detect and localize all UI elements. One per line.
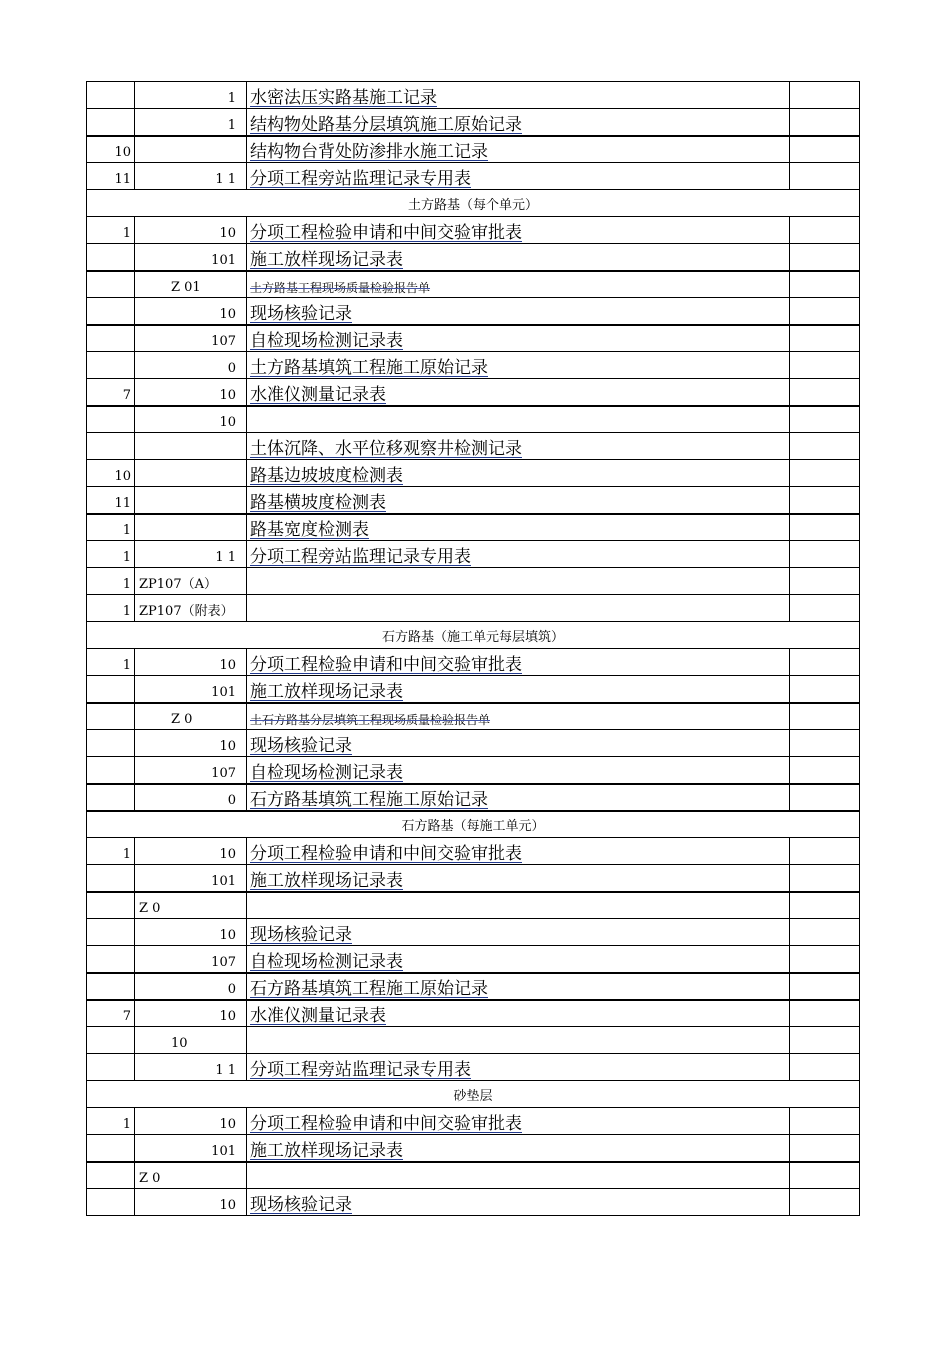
row-number-cell: [87, 919, 135, 946]
form-code-cell: [135, 730, 247, 757]
form-code: 0: [227, 361, 236, 376]
remarks-cell: [790, 487, 860, 514]
remarks-cell: [790, 1000, 860, 1027]
form-code: 10: [219, 1009, 236, 1024]
remarks-cell: [790, 1108, 860, 1135]
remarks-cell: [790, 649, 860, 676]
remarks-cell: [790, 352, 860, 379]
row-number-cell: [87, 865, 135, 892]
form-code-cell: [135, 163, 247, 190]
record-name-cell: [247, 1000, 790, 1027]
form-code: 10: [219, 1117, 236, 1132]
table-row: [87, 514, 860, 541]
row-number-cell: [87, 703, 135, 730]
record-name-cell: [247, 730, 790, 757]
form-code: 101: [211, 684, 236, 700]
form-code-cell: [135, 406, 247, 433]
record-name-cell: [247, 433, 790, 460]
row-number-cell: [87, 244, 135, 271]
record-name-link[interactable]: 水密法压实路基施工记录: [250, 88, 437, 108]
remarks-cell: [790, 973, 860, 1000]
record-name-cell: [247, 1135, 790, 1162]
table-row: [87, 460, 860, 487]
form-code-cell: [135, 838, 247, 865]
table-row: [87, 1189, 860, 1216]
record-name-link[interactable]: 结构物台背处防渗排水施工记录: [250, 142, 488, 162]
form-code-cell: [135, 892, 247, 919]
table-row: [87, 109, 860, 136]
form-code-cell: [135, 865, 247, 892]
record-name-cell: [247, 676, 790, 703]
record-name-cell: [247, 163, 790, 190]
form-code: 10: [219, 415, 236, 430]
record-name-link[interactable]: 土方路基工程现场质量检验报告单: [250, 281, 431, 295]
row-number-cell: [87, 784, 135, 811]
form-code-cell: [135, 784, 247, 811]
record-name-cell: [247, 946, 790, 973]
remarks-cell: [790, 865, 860, 892]
row-number-cell: [87, 271, 135, 298]
form-code-cell: [135, 703, 247, 730]
table-row: [87, 271, 860, 298]
record-name-link[interactable]: 土方路基填筑工程施工原始记录: [250, 358, 488, 378]
section-header-row: [87, 1081, 860, 1108]
remarks-cell: [790, 514, 860, 541]
table-row: [87, 487, 860, 514]
record-name-cell: [247, 1054, 790, 1081]
remarks-cell: [790, 271, 860, 298]
form-code-cell: [135, 1027, 247, 1054]
form-code-cell: [135, 379, 247, 406]
row-number-cell: [87, 109, 135, 136]
table-row: [87, 1054, 860, 1081]
record-name-link[interactable]: 自检现场检测记录表: [250, 951, 403, 972]
record-name-link[interactable]: 施工放样现场记录表: [250, 249, 403, 270]
form-code: 10: [219, 306, 236, 322]
form-code: 10: [219, 1198, 236, 1213]
row-number-cell: [87, 352, 135, 379]
remarks-cell: [790, 703, 860, 730]
remarks-cell: [790, 1189, 860, 1216]
remarks-cell: [790, 244, 860, 271]
form-code: Z 0: [139, 901, 161, 916]
table-row: [87, 82, 860, 109]
form-code: Z 01: [171, 280, 201, 295]
record-name-cell: [247, 649, 790, 676]
remarks-cell: [790, 784, 860, 811]
remarks-cell: [790, 595, 860, 622]
table-row: [87, 784, 860, 811]
record-name-cell: [247, 460, 790, 487]
record-name-cell: [247, 271, 790, 298]
table-row: [87, 757, 860, 784]
table-row: [87, 163, 860, 190]
record-name-link[interactable]: 自检现场检测记录表: [250, 762, 403, 783]
section-title: 砂垫层: [87, 1081, 860, 1108]
form-code: 107: [211, 954, 236, 970]
record-name-cell: [247, 757, 790, 784]
row-number-cell: 11: [87, 163, 135, 190]
remarks-cell: [790, 1162, 860, 1189]
table-row: [87, 1000, 860, 1027]
table-row: [87, 946, 860, 973]
record-name-link[interactable]: 分项工程检验申请和中间交验审批表: [250, 844, 522, 864]
form-code: Z 0: [139, 1171, 161, 1186]
form-code: 1 1: [215, 172, 236, 187]
form-code: 107: [211, 334, 236, 349]
table-row: [87, 973, 860, 1000]
record-name-link[interactable]: 现场核验记录: [250, 303, 352, 324]
row-number-cell: [87, 676, 135, 703]
form-code: 1: [227, 91, 236, 106]
record-name-link[interactable]: 分项工程旁站监理记录专用表: [250, 547, 471, 567]
table-row: [87, 838, 860, 865]
remarks-cell: [790, 892, 860, 919]
table-row: [87, 865, 860, 892]
record-name-cell: [247, 919, 790, 946]
record-name-cell: [247, 298, 790, 325]
row-number-cell: 11: [87, 487, 135, 514]
row-number-cell: 1: [87, 838, 135, 865]
remarks-cell: [790, 325, 860, 352]
row-number-cell: 1: [87, 595, 135, 622]
form-code: ZP107（附表）: [139, 604, 234, 619]
record-name-link[interactable]: 自检现场检测记录表: [250, 331, 403, 351]
form-code-cell: [135, 649, 247, 676]
record-name-cell: [247, 82, 790, 109]
record-name-cell: [247, 514, 790, 541]
form-code: ZP107（A）: [139, 577, 217, 592]
table-row: [87, 1162, 860, 1189]
record-name-link[interactable]: 分项工程检验申请和中间交验审批表: [250, 1114, 522, 1134]
form-code-cell: [135, 460, 247, 487]
record-name-cell: [247, 217, 790, 244]
row-number-cell: 1: [87, 217, 135, 244]
row-number-cell: 7: [87, 1000, 135, 1027]
remarks-cell: [790, 1054, 860, 1081]
record-name-link[interactable]: 分项工程旁站监理记录专用表: [250, 1060, 471, 1080]
records-table-body: [87, 82, 860, 1216]
form-code: 10: [219, 928, 236, 943]
form-code-cell: [135, 541, 247, 568]
form-code-cell: [135, 82, 247, 109]
record-name-link[interactable]: 分项工程旁站监理记录专用表: [250, 169, 471, 189]
record-name-link[interactable]: 分项工程检验申请和中间交验审批表: [250, 223, 522, 243]
section-header-row: [87, 190, 860, 217]
section-header-row: [87, 622, 860, 649]
record-name-link[interactable]: 现场核验记录: [250, 736, 352, 756]
form-code: 10: [219, 739, 236, 754]
form-code-cell: [135, 271, 247, 298]
row-number-cell: 1: [87, 1108, 135, 1135]
record-name-cell: [247, 109, 790, 136]
row-number-cell: 1: [87, 649, 135, 676]
row-number-cell: 10: [87, 460, 135, 487]
form-code: 101: [211, 873, 236, 889]
form-code: 101: [211, 252, 236, 268]
record-name-link[interactable]: 结构物处路基分层填筑施工原始记录: [250, 114, 522, 135]
record-name-cell: [247, 1027, 790, 1054]
remarks-cell: [790, 730, 860, 757]
record-name-cell: [247, 325, 790, 352]
table-row: [87, 352, 860, 379]
form-code-cell: [135, 109, 247, 136]
row-number-cell: [87, 433, 135, 460]
record-name-link[interactable]: 石方路基填筑工程施工原始记录: [250, 789, 488, 810]
record-name-cell: [247, 379, 790, 406]
form-code-cell: [135, 595, 247, 622]
record-name-cell: [247, 973, 790, 1000]
form-code: 1 1: [215, 1063, 236, 1078]
row-number-cell: [87, 82, 135, 109]
form-code-cell: [135, 1135, 247, 1162]
form-code-cell: [135, 298, 247, 325]
form-code-cell: [135, 1054, 247, 1081]
remarks-cell: [790, 541, 860, 568]
form-code: 107: [211, 765, 236, 781]
record-name-link[interactable]: 路基宽度检测表: [250, 520, 369, 540]
row-number-cell: [87, 298, 135, 325]
table-row: [87, 703, 860, 730]
record-name-cell: [247, 838, 790, 865]
form-code-cell: [135, 973, 247, 1000]
remarks-cell: [790, 1027, 860, 1054]
row-number-cell: 1: [87, 541, 135, 568]
remarks-cell: [790, 838, 860, 865]
form-code-cell: [135, 352, 247, 379]
record-name-cell: [247, 784, 790, 811]
form-code-cell: [135, 487, 247, 514]
record-name-link[interactable]: 水准仪测量记录表: [250, 1006, 386, 1026]
record-name-cell: [247, 703, 790, 730]
form-code-cell: [135, 676, 247, 703]
section-header-row: [87, 811, 860, 838]
record-name-cell: [247, 352, 790, 379]
remarks-cell: [790, 298, 860, 325]
form-code: Z 0: [171, 712, 193, 727]
form-code-cell: [135, 1000, 247, 1027]
form-code: 0: [227, 981, 236, 997]
form-code-cell: [135, 757, 247, 784]
remarks-cell: [790, 379, 860, 406]
record-name-cell: [247, 892, 790, 919]
remarks-cell: [790, 163, 860, 190]
row-number-cell: 10: [87, 136, 135, 163]
record-name-link[interactable]: 路基横坡度检测表: [250, 492, 386, 513]
record-name-link[interactable]: 水准仪测量记录表: [250, 384, 386, 405]
table-row: [87, 892, 860, 919]
table-row: [87, 244, 860, 271]
record-name-cell: [247, 244, 790, 271]
remarks-cell: [790, 433, 860, 460]
remarks-cell: [790, 946, 860, 973]
table-row: [87, 649, 860, 676]
table-row: [87, 406, 860, 433]
table-row: [87, 541, 860, 568]
row-number-cell: [87, 730, 135, 757]
form-code-cell: [135, 1162, 247, 1189]
remarks-cell: [790, 1135, 860, 1162]
table-row: [87, 919, 860, 946]
form-code: 1: [227, 117, 236, 133]
form-code-cell: [135, 946, 247, 973]
table-row: [87, 325, 860, 352]
form-code: 10: [219, 226, 236, 241]
section-title: 石方路基（施工单元每层填筑）: [87, 622, 860, 649]
remarks-cell: [790, 406, 860, 433]
form-code-cell: [135, 1189, 247, 1216]
record-name-link[interactable]: 施工放样现场记录表: [250, 870, 403, 891]
row-number-cell: 7: [87, 379, 135, 406]
remarks-cell: [790, 217, 860, 244]
record-name-link[interactable]: 石方路基填筑工程施工原始记录: [250, 978, 488, 999]
section-title: 石方路基（每施工单元）: [87, 811, 860, 838]
record-name-link[interactable]: 路基边坡坡度检测表: [250, 466, 403, 486]
form-code-cell: [135, 325, 247, 352]
form-code: 0: [227, 792, 236, 808]
row-number-cell: [87, 757, 135, 784]
remarks-cell: [790, 109, 860, 136]
form-code: 10: [219, 658, 236, 673]
remarks-cell: [790, 757, 860, 784]
record-name-cell: [247, 541, 790, 568]
record-name-link[interactable]: 土石方路基分层填筑工程现场质量检验报告单: [250, 713, 491, 727]
row-number-cell: [87, 325, 135, 352]
form-code-cell: [135, 1108, 247, 1135]
row-number-cell: [87, 1054, 135, 1081]
table-row: [87, 568, 860, 595]
records-table: [86, 81, 860, 1216]
form-code-cell: [135, 136, 247, 163]
row-number-cell: 1: [87, 514, 135, 541]
form-code: 101: [211, 1143, 236, 1159]
record-name-cell: [247, 487, 790, 514]
record-name-link[interactable]: 施工放样现场记录表: [250, 1140, 403, 1161]
remarks-cell: [790, 82, 860, 109]
row-number-cell: [87, 946, 135, 973]
form-code: 1 1: [215, 550, 236, 565]
remarks-cell: [790, 919, 860, 946]
table-row: [87, 379, 860, 406]
remarks-cell: [790, 676, 860, 703]
table-row: [87, 676, 860, 703]
row-number-cell: [87, 1189, 135, 1216]
remarks-cell: [790, 460, 860, 487]
record-name-cell: [247, 406, 790, 433]
table-row: [87, 1135, 860, 1162]
record-name-cell: [247, 865, 790, 892]
record-name-cell: [247, 568, 790, 595]
table-row: [87, 433, 860, 460]
row-number-cell: 1: [87, 568, 135, 595]
row-number-cell: [87, 406, 135, 433]
table-row: [87, 136, 860, 163]
remarks-cell: [790, 136, 860, 163]
record-name-link[interactable]: 施工放样现场记录表: [250, 681, 403, 702]
record-name-cell: [247, 136, 790, 163]
record-name-link[interactable]: 分项工程检验申请和中间交验审批表: [250, 655, 522, 675]
record-name-cell: [247, 1162, 790, 1189]
record-name-link[interactable]: 现场核验记录: [250, 925, 352, 945]
record-name-cell: [247, 1108, 790, 1135]
row-number-cell: [87, 973, 135, 1000]
record-name-cell: [247, 1189, 790, 1216]
form-code-cell: [135, 919, 247, 946]
row-number-cell: [87, 1162, 135, 1189]
row-number-cell: [87, 892, 135, 919]
form-code-cell: [135, 217, 247, 244]
record-name-link[interactable]: 现场核验记录: [250, 1195, 352, 1215]
form-code-cell: [135, 244, 247, 271]
table-row: [87, 217, 860, 244]
form-code-cell: [135, 514, 247, 541]
section-title: 土方路基（每个单元）: [87, 190, 860, 217]
form-code: 10: [219, 847, 236, 862]
table-row: [87, 1108, 860, 1135]
table-row: [87, 595, 860, 622]
form-code-cell: [135, 568, 247, 595]
table-row: [87, 1027, 860, 1054]
row-number-cell: [87, 1135, 135, 1162]
table-row: [87, 298, 860, 325]
remarks-cell: [790, 568, 860, 595]
table-row: [87, 730, 860, 757]
record-name-link[interactable]: 土体沉降、水平位移观察井检测记录: [250, 439, 522, 459]
form-code-cell: [135, 433, 247, 460]
form-code: 10: [219, 387, 236, 403]
row-number-cell: [87, 1027, 135, 1054]
form-code: 10: [171, 1036, 188, 1051]
record-name-cell: [247, 595, 790, 622]
